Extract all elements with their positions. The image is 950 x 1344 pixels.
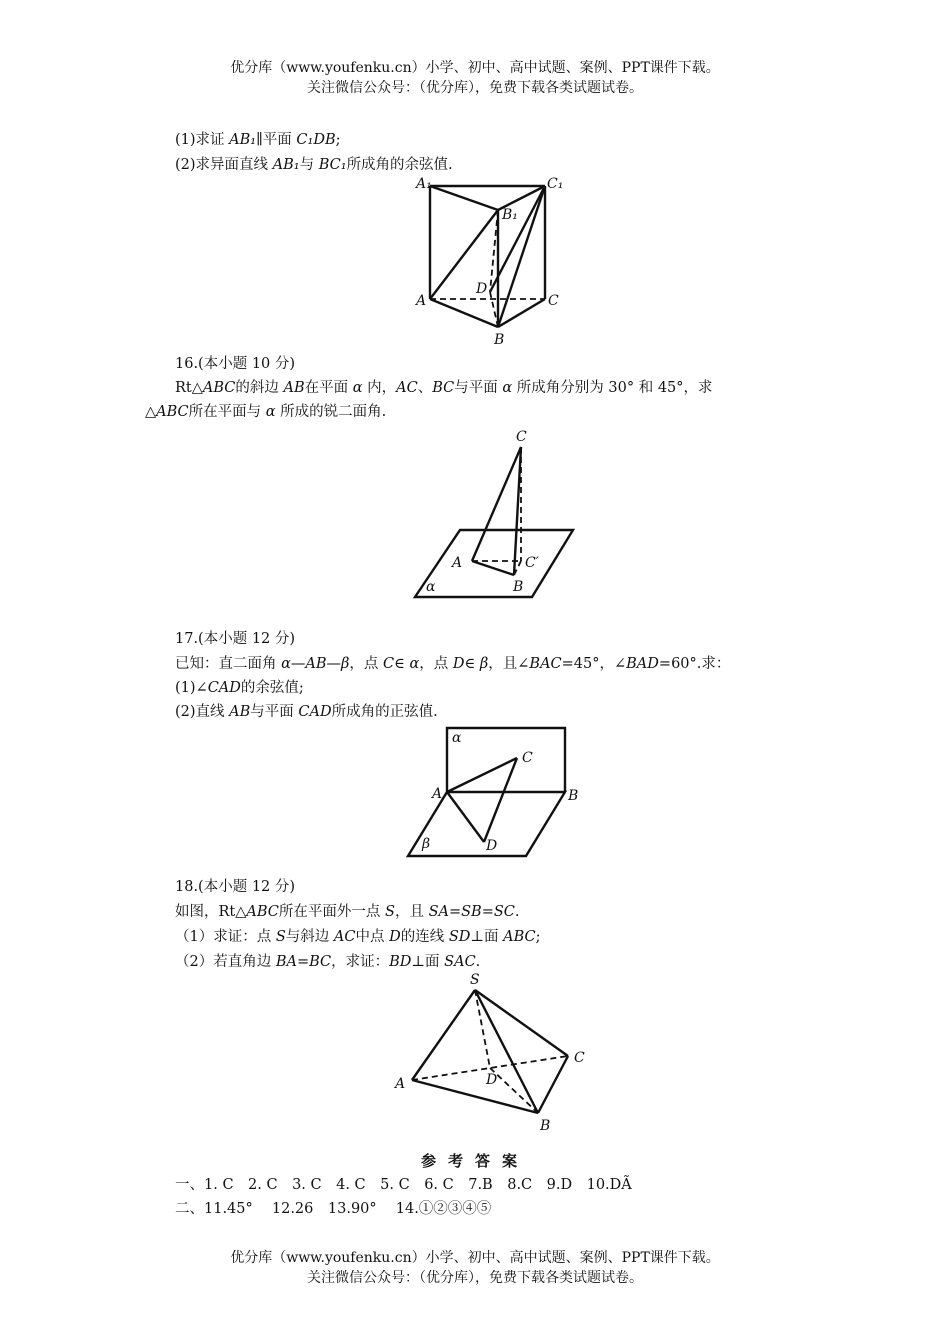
q16-label-c: C — [516, 429, 527, 445]
q16-plane-figure — [410, 425, 580, 605]
q17-title: 17.(本小题 12 分) — [175, 631, 296, 647]
q17-label-c: C — [522, 750, 533, 766]
q17-label-d: D — [486, 838, 498, 854]
q18-label-s: S — [470, 972, 480, 988]
q16-title: 16.(本小题 10 分) — [175, 356, 296, 372]
answer-heading: 参考答案 — [420, 1152, 529, 1170]
q18-label-b: B — [540, 1118, 551, 1134]
q16-line-2: △ABC所在平面与 α 所成的锐二面角. — [145, 404, 387, 420]
q16-label-c-prime: C′ — [525, 555, 539, 571]
q18-label-c: C — [574, 1050, 585, 1066]
q15-prism-figure — [410, 172, 570, 347]
q15-part-2: (2)求异面直线 AB₁与 BC₁所成角的余弦值. — [175, 157, 453, 173]
q17-label-alpha: α — [452, 730, 462, 746]
answer-row-2: 二、11.45° 12.26 13.90° 14.①②③④⑤ — [175, 1201, 492, 1217]
q17-line-3: (2)直线 AB与平面 CAD所成角的正弦值. — [175, 704, 438, 720]
q17-label-b: B — [568, 788, 579, 804]
q18-line-1: 如图，Rt△ABC所在平面外一点 S，且 SA=SB=SC. — [175, 904, 520, 920]
q15-label-a: A — [416, 293, 427, 309]
page-footer-line-2: 关注微信公众号：（优分库），免费下载各类试题试卷。 — [307, 1270, 643, 1286]
q17-line-2: (1)∠CAD的余弦值; — [175, 680, 304, 696]
q15-label-b: B — [494, 332, 505, 348]
q17-line-1: 已知：直二面角 α—AB—β，点 C∈ α，点 D∈ β，且∠BAC=45°，∠BAD=60°.求： — [175, 656, 731, 672]
q18-label-a: A — [395, 1076, 406, 1092]
q15-label-c: C — [548, 293, 559, 309]
q15-part-1: (1)求证 AB₁∥平面 C₁DB; — [175, 132, 341, 148]
page-header-line-2: 关注微信公众号：（优分库），免费下载各类试题试卷。 — [307, 80, 643, 96]
page-footer-line-1: 优分库（www.youfenku.cn）小学、初中、高中试题、案例、PPT课件下载。 — [230, 1250, 720, 1266]
q18-line-2: （1）求证：点 S与斜边 AC中点 D的连线 SD⊥面 ABC; — [175, 929, 541, 945]
q16-label-b: B — [513, 579, 524, 595]
q16-label-alpha: α — [426, 579, 436, 595]
q17-dihedral-figure — [400, 722, 585, 862]
q15-label-d: D — [476, 281, 488, 297]
q16-label-a: A — [452, 555, 463, 571]
q18-title: 18.(本小题 12 分) — [175, 879, 296, 895]
q15-label-c1: C₁ — [547, 176, 564, 192]
q15-label-a1: A₁ — [416, 176, 432, 192]
q18-line-3: （2）若直角边 BA=BC，求证：BD⊥面 SAC. — [175, 954, 481, 970]
q17-label-beta: β — [422, 836, 431, 852]
page-header-line-1: 优分库（www.youfenku.cn）小学、初中、高中试题、案例、PPT课件下载。 — [230, 60, 720, 76]
q18-tetrahedron-figure — [390, 968, 595, 1138]
answer-row-1: 一、1. C 2. C 3. C 4. C 5. C 6. C 7.B 8.C 9.D 10.DÃ — [175, 1177, 632, 1193]
q18-label-d: D — [486, 1072, 498, 1088]
q17-label-a: A — [432, 786, 443, 802]
q15-label-b1: B₁ — [502, 207, 518, 223]
q16-line-1: Rt△ABC的斜边 AB在平面 α 内，AC、BC与平面 α 所成角分别为 30° 和 45°，求 — [175, 380, 713, 396]
